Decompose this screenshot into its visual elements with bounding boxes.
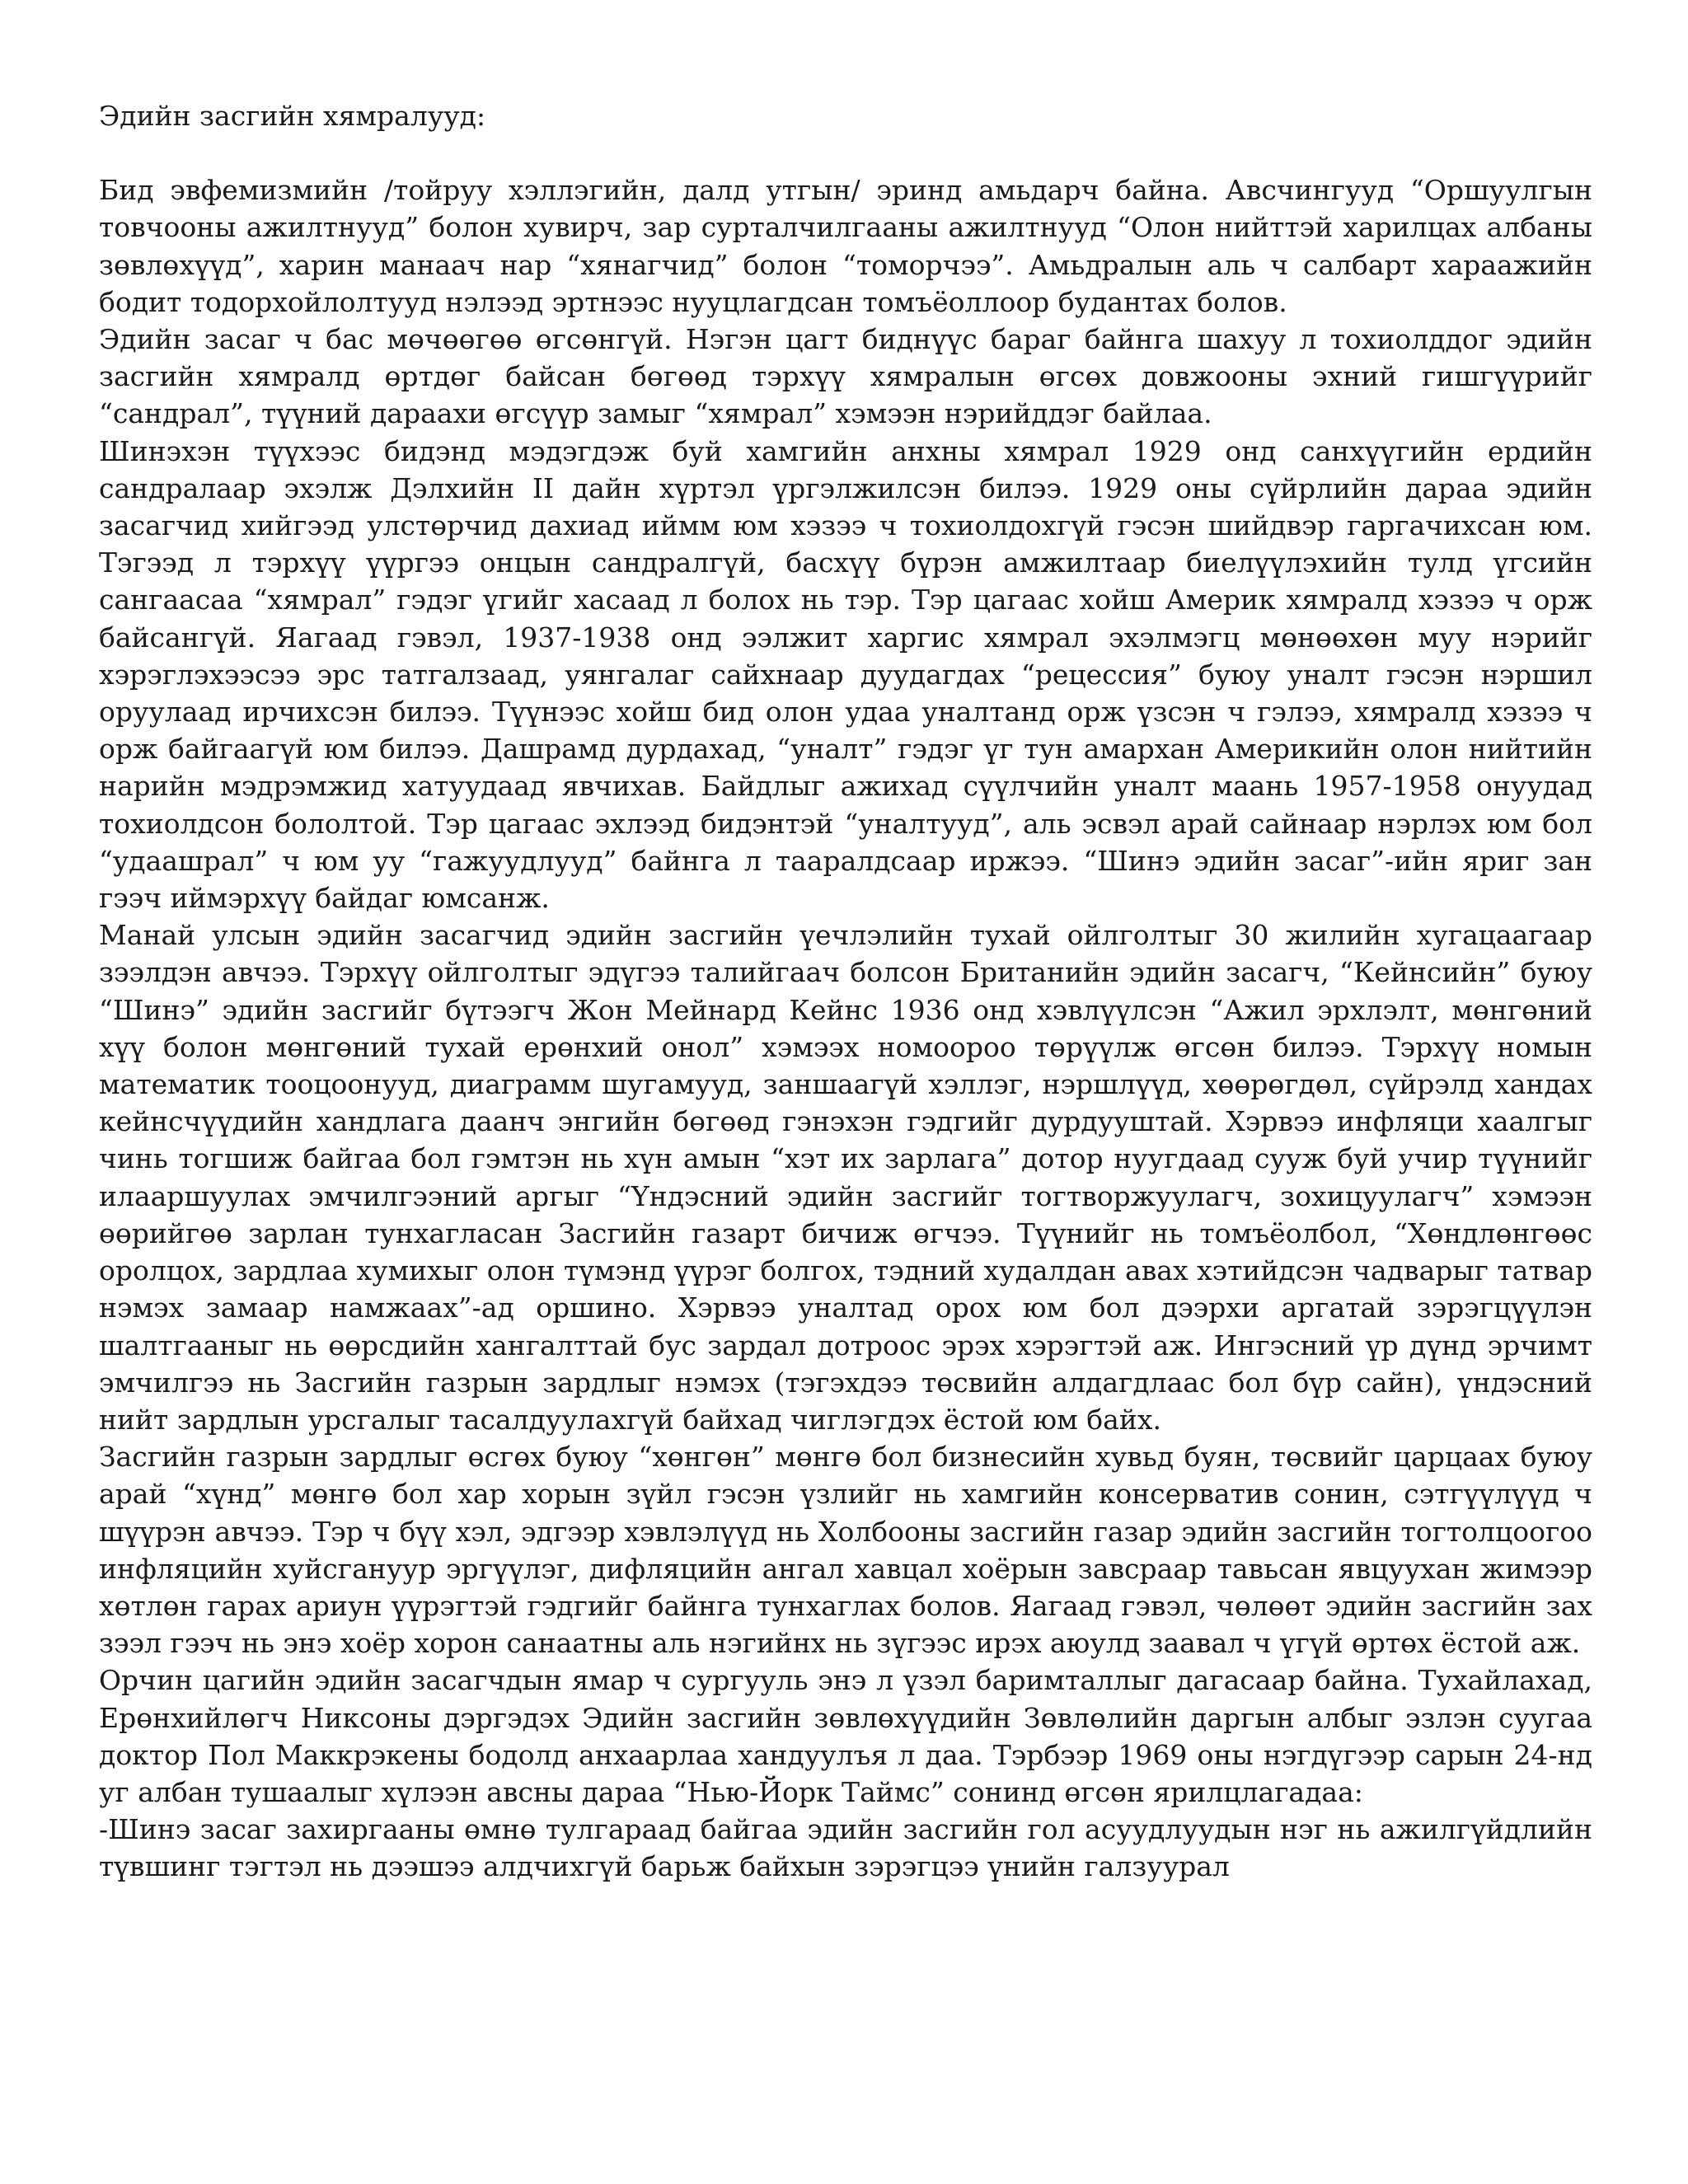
paragraph-quote: -Шинэ засаг захиргааны өмнө тулгараад байгаа эдийн засгийн гол асуудлуудын нэг нь ажилгүйдлийн түвшинг тэгтэл нь дээшээ алдчихгүй барьж байхын зэрэгцээ үнийн галзуурал <box>99 1813 1592 1883</box>
paragraph-euphemism: Бид эвфемизмийн /тойруу хэллэгийн, далд утгын/ эринд амьдарч байна. Авсчингууд “Оршуулгын товчооны ажилтнууд” болон хувирч, зар сурталчилгааны ажилтнууд “Олон нийттэй харилцах албаны зөвлөхүүд”, харин манаач нар “хянагчид” болон “томорчээ”. Амьдралын аль ч салбарт хараажийн бодит тодорхойлолтууд нэлээд эртнээс нууцлагдсан томъёоллоор будантах болов. <box>99 174 1592 318</box>
paragraph-mccracken: Орчин цагийн эдийн засагчдын ямар ч сургууль энэ л үзэл баримталлыг дагасаар байна. Тухайлахад, Ерөнхийлөгч Никсоны дэргэдэх Эдийн засгийн зөвлөхүүдийн Зөвлөлийн даргын албыг эзлэн суугаа доктор Пол Маккрэкены бодолд анхаарлаа хандуулъя л даа. Тэрбээр 1969 оны нэгдүгээр сарын 24-нд уг албан тушаалыг хүлээн авсны дараа “Нью-Йорк Таймс” сонинд өгсөн ярилцлагадаа: <box>99 1664 1592 1808</box>
paragraph-economy-panic: Эдийн засаг ч бас мөчөөгөө өгсөнгүй. Нэгэн цагт биднүүс бараг байнга шахуу л тохиолддог эдийн засгийн хямралд өртдөг байсан бөгөөд тэрхүү хямралын өгсөх довжооны эхний гишгүүрийг “сандрал”, түүний дараахи өгсүүр замыг “хямрал” хэмээн нэрийддэг байлаа. <box>99 323 1592 430</box>
document-page <box>99 97 1592 1886</box>
paragraph-1929-crisis: Шинэхэн түүхээс бидэнд мэдэгдэж буй хамгийн анхны хямрал 1929 онд санхүүгийн ердийн сандралаар эхэлж Дэлхийн II дайн хүртэл үргэлжилсэн билээ. 1929 оны сүйрлийн дараа эдийн засагчид хийгээд улстөрчид дахиад иймм юм хэзээ ч тохиолдохгүй гэсэн шийдвэр гаргачихсан юм. Тэгээд л тэрхүү үүргээ онцын сандралгүй, басхүү бүрэн амжилтаар биелүүлэхийн тулд үгсийн сангаасаа “хямрал” гэдэг үгийг хасаад л болох нь тэр. Тэр цагаас хойш Америк хямралд хэзээ ч орж байсангүй. Яагаад гэвэл, 1937-1938 онд ээлжит харгис хямрал эхэлмэгц мөнөөхөн муу нэрийг хэрэглэхээсээ эрс татгалзаад, уянгалаг сайхнаар дуудагдах “рецессия” буюу уналт гэсэн нэршил оруулаад ирчихсэн билээ. Түүнээс хойш бид олон удаа уналтанд орж үзсэн ч гэлээ, хямралд хэзээ ч орж байгаагүй юм билээ. Дашрамд дурдахад, “уналт” гэдэг үг тун амархан Америкийн олон нийтийн нарийн мэдрэмжид хатуудаад явчихав. Байдлыг ажихад сүүлчийн уналт маань 1957-1958 онуудад тохиолдсон бололтой. Тэр цагаас эхлээд бидэнтэй “уналтууд”, аль эсвэл арай сайнаар нэрлэх юм бол “удаашрал” ч юм уу “гажуудлууд” байнга л тааралдсаар иржээ. “Шинэ эдийн засаг”-ийн яриг зан гээч иймэрхүү байдаг юмсанж. <box>99 434 1592 915</box>
paragraph-keynes: Манай улсын эдийн засагчид эдийн засгийн үечлэлийн тухай ойлголтыг 30 жилийн хугацаагаар зээлдэн авчээ. Тэрхүү ойлголтыг эдүгээ талийгаач болсон Британийн эдийн засагч, “Кейнсийн” буюу “Шинэ” эдийн засгийг бүтээгч Жон Мейнард Кейнс 1936 онд хэвлүүлсэн “Ажил эрхлэлт, мөнгөний хүү болон мөнгөний тухай ерөнхий онол” хэмээх номоороо төрүүлж өгсөн билээ. Тэрхүү номын математик тооцоонууд, диаграмм шугамууд, заншаагүй хэллэг, нэршлүүд, хөөрөгдөл, сүйрэлд хандах кейнсчүүдийн хандлага даанч энгийн бөгөөд гэнэхэн гэдгийг дурдууштай. Хэрвээ инфляци хаалгыг чинь тогшиж байгаа бол гэмтэн нь хүн амын “хэт их зарлага” дотор нуугдаад сууж буй учир түүнийг илааршуулах эмчилгээний аргыг “Үндэсний эдийн засгийг тогтворжуулагч, зохицуулагч” хэмээн өөрийгөө зарлан тунхагласан Засгийн газарт бичиж өгчээ. Түүнийг нь томъёолбол, “Хөндлөнгөөс оролцох, зардлаа хумихыг олон түмэнд үүрэг болгох, тэдний худалдан авах хэтийдсэн чадварыг татвар нэмэх замаар намжаах”-ад оршино. Хэрвээ уналтад орох юм бол дээрхи аргатай зэрэгцүүлэн шалтгааныг нь өөрсдийн хангалттай бус зардал дотроос эрэх хэрэгтэй аж. Ингэсний үр дүнд эрчимт эмчилгээ нь Засгийн газрын зардлыг нэмэх (тэгэхдээ төсвийн алдагдлаас бол бүр сайн), үндэсний нийт зардлын урсгалыг тасалдуулахгүй байхад чиглэгдэх ёстой юм байх. <box>99 919 1592 1436</box>
paragraph-government-spending: Засгийн газрын зардлыг өсгөх буюу “хөнгөн” мөнгө бол бизнесийн хувьд буян, төсвийг царцаах буюу арай “хүнд” мөнгө бол хар хорын зүйл гэсэн үзлийг нь хамгийн консерватив сонин, сэтгүүлүүд ч шүүрэн авчээ. Тэр ч бүү хэл, эдгээр хэвлэлүүд нь Холбооны засгийн газар эдийн засгийн тогтолцоогоо инфляцийн хуйсгануур эргүүлэг, дифляцийн ангал хавцал хоёрын завсраар тавьсан явцуухан жимээр хөтлөн гарах ариун үүрэгтэй гэдгийг байнга тунхаглах болов. Яагаад гэвэл, чөлөөт эдийн засгийн зах зээл гээч нь энэ хоёр хорон санаатны аль нэгийнх нь зүгээс ирэх аюулд заавал ч үгүй өртөх ёстой аж. <box>99 1441 1592 1660</box>
document-title: Эдийн засгийн хямралууд: <box>99 100 486 132</box>
